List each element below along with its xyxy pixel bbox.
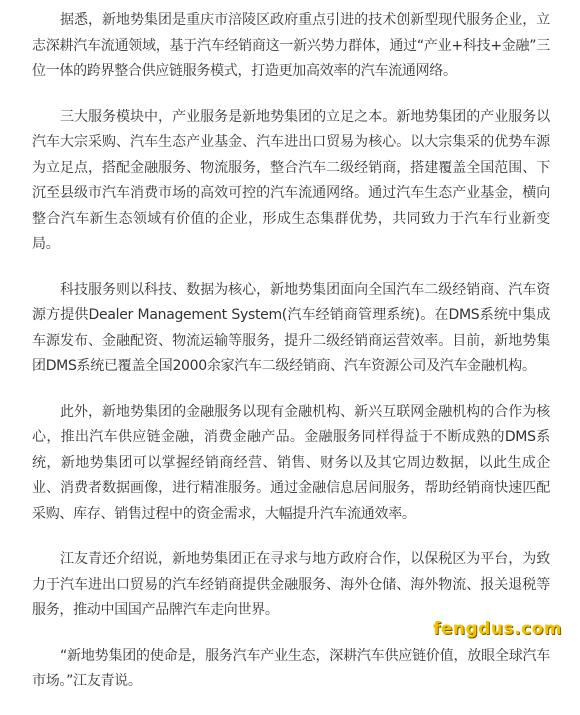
- article-body: [32, 8, 550, 715]
- site-watermark: fengdus.com: [432, 619, 562, 639]
- article-paragraph: 科技服务则以科技、数据为核心，新地势集团面向全国汽车二级经销商、汽车资源方提供Dealer Management System(汽车经销商管理系统)。在DMS系统中集成车源发布、金融配资、物流运输等服务，提升二级经销商运营效率。目前，新地势集团DMS系统已覆盖全国2000余家汽车二级经销商、汽车资源公司及汽车金融机构。: [32, 281, 550, 374]
- article-paragraph: 此外，新地势集团的金融服务以现有金融机构、新兴互联网金融机构的合作为核心，推出汽车供应链金融，消费金融产品。金融服务同样得益于不断成熟的DMS系统，新地势集团可以掌握经销商经营、销售、财务以及其它周边数据，以此生成企业、消费者数据画像，进行精准服务。通过金融信息居间服务，帮助经销商快速匹配采购、库存、销售过程中的资金需求，大幅提升汽车流通效率。: [32, 403, 550, 522]
- article-paragraph: 据悉，新地势集团是重庆市涪陵区政府重点引进的技术创新型现代服务企业，立志深耕汽车流通领域，基于汽车经销商这一新兴势力群体，通过“产业+科技+金融”三位一体的跨界整合供应链服务模式，打造更加高效率的汽车流通网络。: [32, 12, 550, 79]
- article-paragraph: 江友青还介绍说，新地势集团正在寻求与地方政府合作，以保税区为平台，为致力于汽车进出口贸易的汽车经销商提供金融服务、海外仓储、海外物流、报关退税等服务，推动中国国产品牌汽车走向世界。: [32, 551, 550, 618]
- article-paragraph: 三大服务模块中，产业服务是新地势集团的立足之本。新地势集团的产业服务以汽车大宗采购、汽车生态产业基金、汽车进出口贸易为核心。以大宗集采的优势车源为立足点，搭配金融服务、物流服务，整合汽车二级经销商，搭建覆盖全国范围、下沉至县级市汽车消费市场的高效可控的汽车流通网络。通过汽车生态产业基金，横向整合汽车新生态领域有价值的企业，形成生态集群优势，共同致力于汽车行业新变局。: [32, 108, 550, 252]
- article-paragraph: “新地势集团的使命是，服务汽车产业生态，深耕汽车供应链价值，放眼全球汽车市场。”江友青说。: [32, 647, 550, 689]
